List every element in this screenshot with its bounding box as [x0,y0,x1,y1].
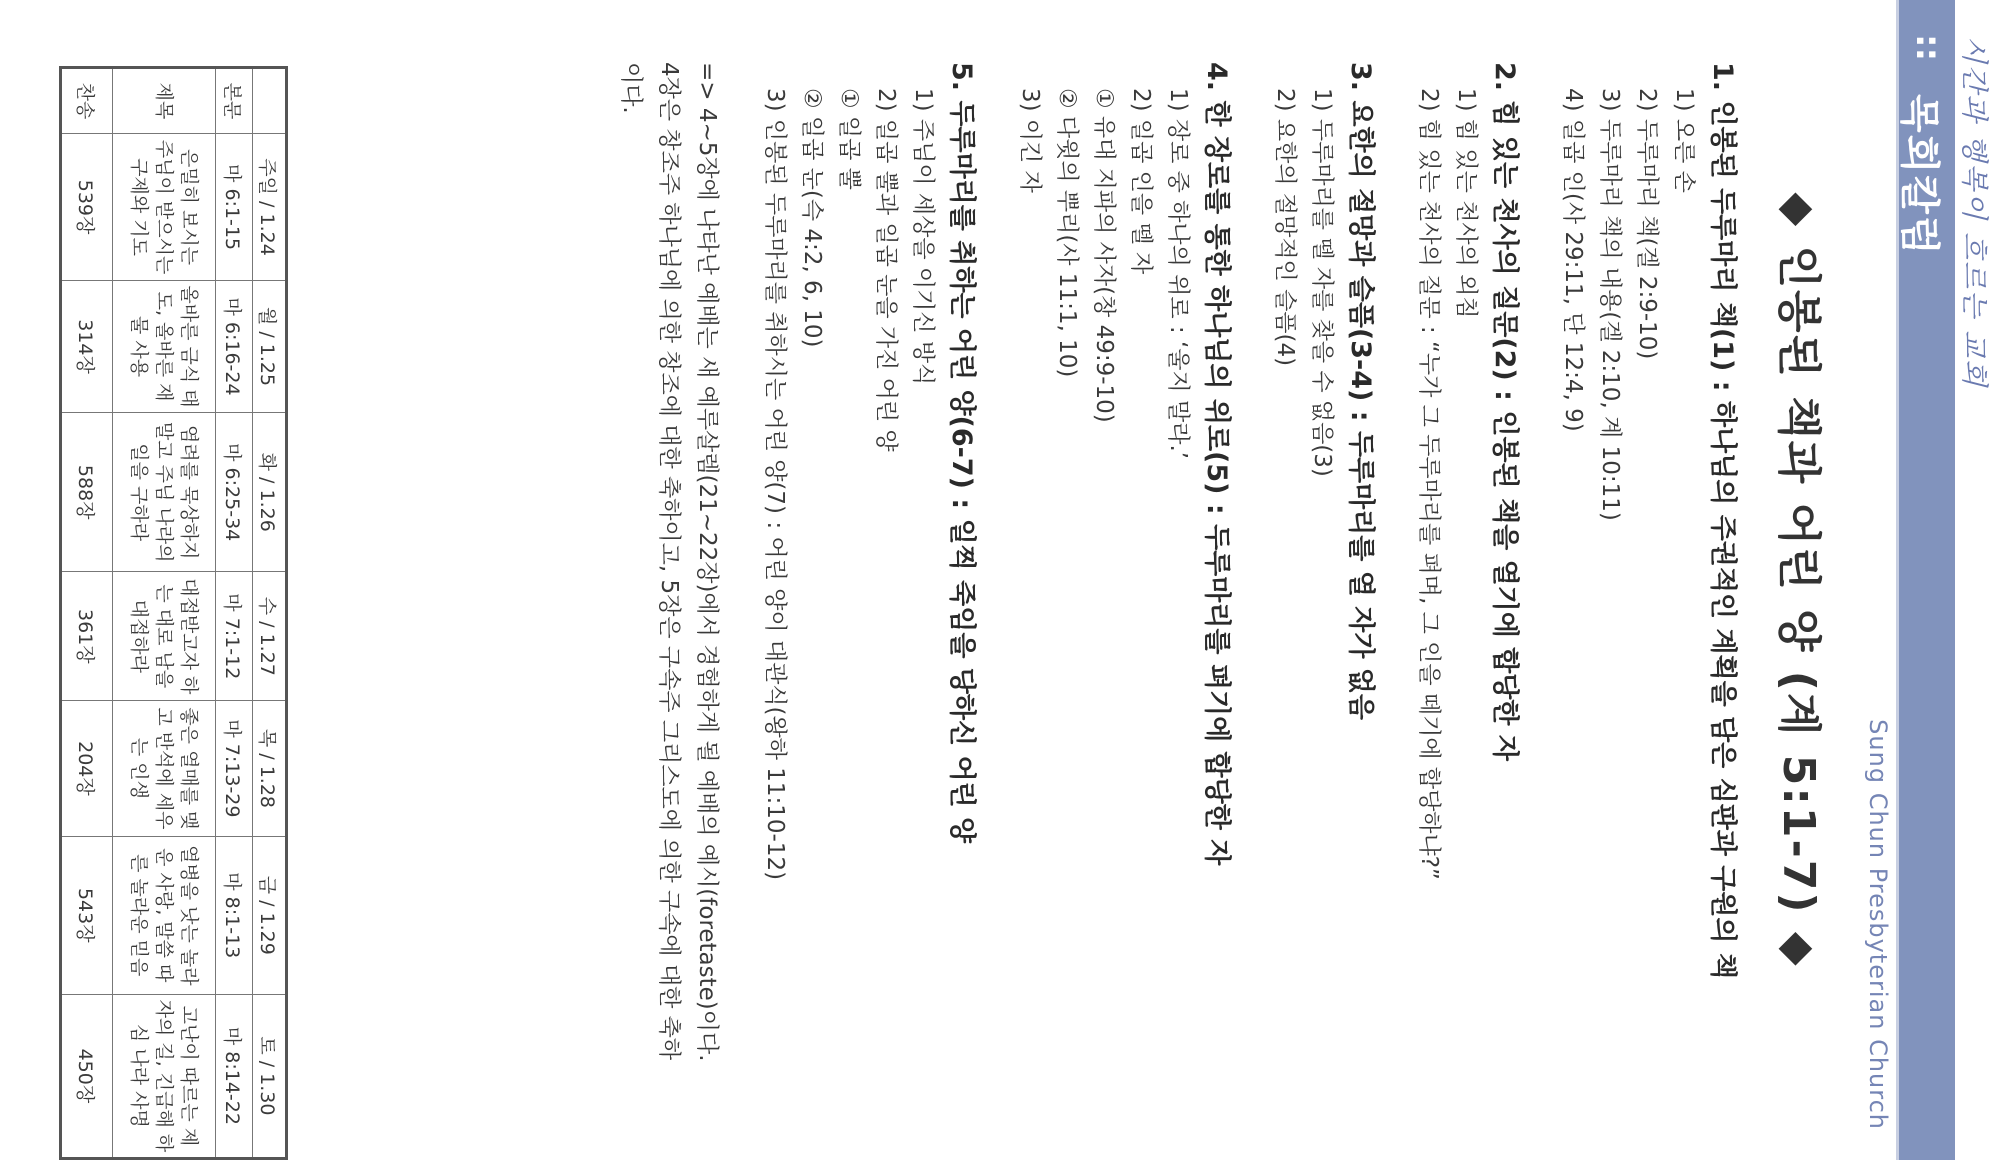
table-cell: 마 7:13-29 [216,701,253,837]
point-item: 2) 힘 있는 천사의 질문 : “누가 그 두루마리를 펴며, 그 인을 떼기에 합당하냐?” [1416,88,1442,880]
table-row [61,68,113,1159]
day-header: 토 / 1.30 [253,994,287,1158]
point-heading: 3. 요한의 절망과 슬픔(3-4) : 두루마리를 열 자가 없음 [1345,62,1376,720]
table-cell: 올바른 금식 태도, 올바른 재물 사용 [113,281,216,413]
outline-point-5 [756,62,981,1122]
sermon-title: ◆ 인봉된 책과 어린 양 (계 5:1-7) ◆ [1773,192,1824,968]
table-cell: 539장 [61,134,113,281]
point-item: 1) 힘 있는 천사의 외침 [1453,88,1479,319]
outline-point-3 [1266,62,1380,1122]
table-cell: 204장 [61,701,113,837]
table-cell: 361장 [61,572,113,701]
point-item: 3) 이긴 자 [1017,88,1043,193]
day-header: 화 / 1.26 [253,412,287,571]
table-cell: 314장 [61,281,113,413]
point-item: 1) 두루마리를 뗄 자를 찾을 수 없음(3) [1309,88,1335,477]
point-item: 1) 주님이 세상을 이기신 방식 [910,88,936,386]
table-cell: 588장 [61,412,113,571]
day-header: 주일 / 1.24 [253,134,287,281]
point-item: 2) 일곱 인을 뗄 자 [1128,88,1154,275]
table-cell: 마 7:1-12 [216,572,253,701]
table-cell: 좋은 열매를 맺고 반석에 세우는 인생 [113,701,216,837]
table-cell: 대접받고자 하는 대로 남을 대접하라 [113,572,216,701]
sermon-outline [612,62,1742,1122]
table-cell: 마 6:25-34 [216,412,253,571]
point-subitem: ① 일곱 뿔 [836,88,862,190]
row-label: 본문 [216,68,253,134]
table-corner-cell [253,68,287,134]
column-title: 목회칼럼 [1896,94,1942,257]
table-cell: 열병을 낫는 놀라운 사랑, 말씀 따른 놀라운 믿음 [113,836,216,994]
outline-point-1 [1554,62,1742,1122]
day-header: 월 / 1.25 [253,281,287,413]
point-heading: 1. 인봉된 두루마리 책(1) : 하나님의 주권적인 계획을 담은 심판과 구원의 책 [1707,62,1738,980]
table-cell: 마 8:1-13 [216,836,253,994]
table-cell: 543장 [61,836,113,994]
table-cell: 은밀히 보시는 주님이 받으시는 구제와 기도 [113,134,216,281]
point-heading: 4. 한 장로를 통한 하나님의 위로(5) : 두루마리를 펴기에 합당한 자 [1201,62,1232,866]
church-slogan: 시간과 행복이 흐르는 교회 [1958,36,1991,389]
point-item: 1) 오른 손 [1671,88,1697,193]
point-item: 3) 인봉된 두루마리를 취하시는 어린 양(7) : 어린 양이 대관식(왕하 11:10-12) [762,88,788,881]
day-header: 수 / 1.27 [253,572,287,701]
point-subitem: ① 유대 지파의 사자(창 49:9-10) [1091,88,1117,423]
church-english-name: Sung Chun Presbyterian Church [1864,719,1892,1130]
point-item: 1) 장로 중 하나의 위로 : ‘울지 말라.’ [1165,88,1191,460]
point-subitem: ② 다윗의 뿌리(사 11:1, 10) [1054,88,1080,378]
table-row [113,68,216,1159]
header-bullets: :: [1908,34,1948,62]
table-cell: 마 8:14-22 [216,994,253,1158]
outline-point-4 [1011,62,1236,1122]
point-item: 2) 요한의 절망적인 슬픔(4) [1272,88,1298,367]
table-cell: 마 6:1-15 [216,134,253,281]
day-header: 목 / 1.28 [253,701,287,837]
point-item: 3) 두루마리 책의 내용(겔 2:10, 계 10:11) [1597,88,1623,521]
weekly-reading-table [59,66,288,1160]
table-header-row [253,68,287,1159]
point-item: 2) 두루마리 책(겔 2:9-10) [1634,88,1660,360]
point-subitem: ② 일곱 눈(슥 4:2, 6, 10) [799,88,825,348]
point-item: 4) 일곱 인(사 29:11, 단 12:4, 9) [1560,88,1586,432]
page-header [1850,0,2000,1160]
row-label: 찬송 [61,68,113,134]
table-cell: 고난이 따르는 제자의 길, 긴급해 하심 나라 사명 [113,994,216,1158]
table-cell: 염려를 묵상하지 말고 주님 나라의 일을 구하라 [113,412,216,571]
point-heading: 2. 힘 있는 천사의 질문(2) : 인봉된 책을 열기에 합당한 자 [1489,62,1520,761]
point-item: 2) 일곱 뿔과 일곱 눈을 가진 어린 양 [873,88,899,452]
row-label: 제목 [113,68,216,134]
outline-point-2 [1410,62,1524,1122]
point-heading: 5. 두루마리를 취하는 어린 양(6-7) : 일찍 죽임을 당하신 어린 양 [946,62,977,844]
sermon-conclusion: => 4~5장에 나타난 예배는 새 예루살렘(21~22장)에서 경험하게 될 예배의 예시(foretaste)이다. 4장은 창조주 하나님에 의한 창조에 대한 축하이고, 5장은 구속주 그리스도에 의한 구속에 대한 축하이다. [618,62,720,1062]
table-cell: 450장 [61,994,113,1158]
day-header: 금 / 1.29 [253,836,287,994]
table-cell: 마 6:16-24 [216,281,253,413]
table-row [216,68,253,1159]
